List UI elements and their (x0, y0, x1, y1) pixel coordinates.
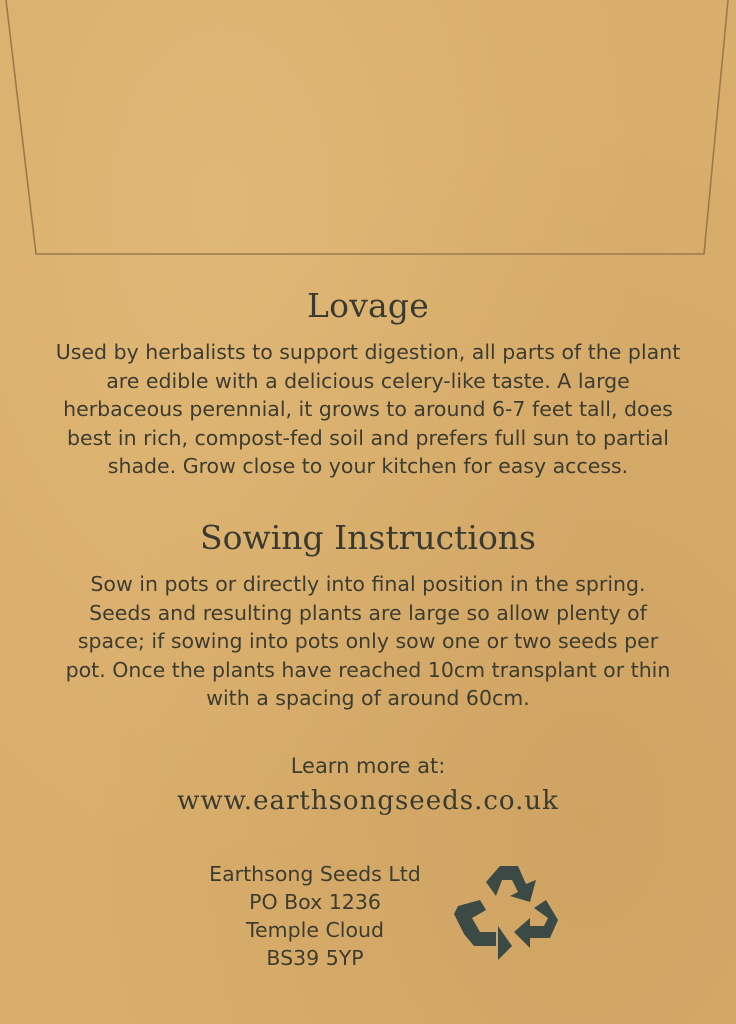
website-url: www.earthsongseeds.co.uk (177, 786, 559, 816)
learn-more-label: Learn more at: (290, 754, 446, 778)
sowing-text-block (0, 570, 736, 713)
town: Temple Cloud (245, 918, 384, 942)
learn-more-block (0, 752, 736, 781)
sowing-title-block (0, 518, 736, 557)
postal-address (190, 860, 440, 972)
envelope-flap-outline (0, 0, 736, 260)
company-name: Earthsong Seeds Ltd (209, 862, 421, 886)
postcode: BS39 5YP (266, 946, 364, 970)
sowing-title: Sowing Instructions (199, 518, 536, 557)
sowing-text: Sow in pots or directly into final position in the spring. Seeds and resulting plants are large so allow plenty of space; if sowing into pots only sow one or two seeds per pot. Once the plants have reached 10cm transplant or thin with a spacing of around 60cm. (65, 572, 671, 711)
plant-description: Used by herbalists to support digestion, all parts of the plant are edible with a delicious celery-like taste. A large herbaceous perennial, it grows to around 6-7 feet tall, does best in rich, compost-fed soil and prefers full sun to partial shade. Grow close to your kitchen for easy access. (55, 340, 681, 479)
plant-name: Lovage (307, 286, 429, 325)
recycle-icon (452, 862, 564, 966)
po-box: PO Box 1236 (249, 890, 381, 914)
plant-title-block (0, 286, 736, 325)
plant-description-block (0, 338, 736, 481)
website-block (0, 786, 736, 816)
